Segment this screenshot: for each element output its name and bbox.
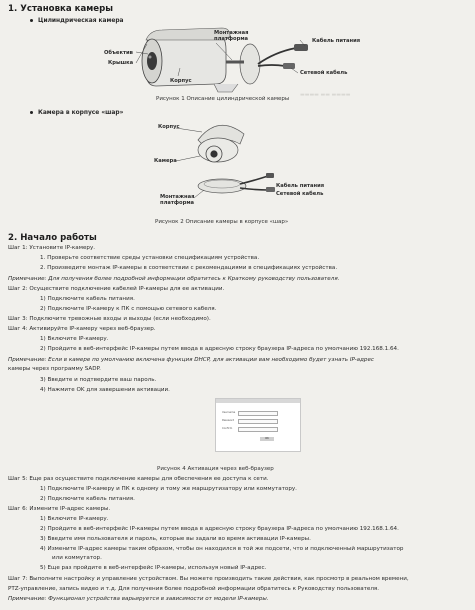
step4-item3: 3) Введите и подтвердите ваш пароль. — [40, 377, 157, 383]
dialog-username-field — [238, 411, 278, 416]
step4-item2: 2) Пройдите в веб-интерфейс IP-камеры путем ввода в адресную строку браузера IP-адреса по умолчанию 192.168.1.64. — [40, 346, 399, 352]
step6-item5: 5) Еще раз пройдите в веб-интерфейс IP-камеры, используя новый IP-адрес. — [40, 565, 267, 571]
label-dome-network-cable: Сетевой кабель — [276, 191, 324, 197]
step1: Шаг 1: Установите IP-камеру. — [8, 245, 96, 251]
label-mount-text: Монтажная платформа — [214, 30, 249, 42]
figure2-caption: Рисунок 2 Описание камеры в корпусе «шар» — [155, 219, 289, 225]
bullet-cylinder-text: Цилиндрическая камера — [38, 18, 124, 24]
step6: Шаг 6: Измените IP-адрес камеры. — [8, 506, 111, 512]
section2-title: 2. Начало работы — [8, 233, 97, 243]
activation-dialog-screenshot — [215, 398, 301, 452]
figure1-caption: Рисунок 1 Описание цилиндрической камеры — [156, 96, 290, 102]
step5-item1: 1) Подключите IP-камеру и ПК к одному и тому же маршрутизатору или коммутатору. — [40, 486, 297, 492]
dialog-ok-button: OK — [260, 437, 274, 441]
step4: Шаг 4: Активируйте IP-камеру через веб-браузер. — [8, 326, 156, 332]
label-power-cable: Кабель питания — [312, 38, 361, 44]
step7-cont: PTZ-управление, запись видео и т.д. Для получения более подробной информации обратитесь к Руководству пользователя. — [8, 586, 380, 592]
note1: Примечание: Для получения более подробной информации обратитесь к Краткому руководству пользователя. — [8, 276, 340, 282]
step6-item3: 3) Введите имя пользователя и пароль, которые вы задали во время активации IP-камеры. — [40, 536, 311, 542]
figure4-caption: Рисунок 4 Активация через веб-браузер — [157, 466, 274, 472]
label-dome-body: Корпус — [158, 124, 180, 130]
cylinder-camera-illustration — [0, 0, 475, 120]
label-body: Корпус — [170, 78, 192, 84]
step1-item1: 1. Проверьте соответствие среды установки спецификациям устройства. — [40, 255, 260, 261]
step4-item1: 1) Включите IP-камеру. — [40, 336, 109, 342]
step6-item2: 2) Пройдите в веб-интерфейс IP-камеры путем ввода в адресную строку браузера IP-адреса по умолчанию 192.168.1.64. — [40, 526, 399, 532]
step2-item2: 2) Подключите IP-камеру к ПК с помощью сетевого кабеля. — [40, 306, 217, 312]
bullet-dome-text: Камера в корпусе «шар» — [38, 110, 124, 116]
step4-item4: 4) Нажмите OK для завершения активации. — [40, 387, 170, 393]
step7: Шаг 7: Выполните настройку и управление устройством. Вы можете производить такие действия, как просмотр в реальном времени, — [8, 576, 409, 582]
label-dome-mount — [160, 194, 194, 206]
bleed-through: ▬▬▬▬ ▬▬ ▬▬▬▬ — [300, 92, 351, 98]
note2-cont: камеры через программу SADP. — [8, 366, 101, 372]
dialog-row-password: Password — [222, 419, 235, 422]
dialog-confirm-field — [238, 427, 278, 432]
step5: Шаг 5: Еще раз осуществите подключение камеры для обеспечения ее доступа к сети. — [8, 476, 269, 482]
dome-camera-illustration — [0, 110, 475, 220]
step1-item2: 2. Произведите монтаж IP-камеры в соответствии с рекомендациями в спецификациях устройства. — [40, 265, 338, 271]
label-dome-mount-text: Монтажная платформа — [160, 194, 195, 206]
dialog-titlebar — [216, 399, 300, 403]
section1-title: 1. Установка камеры — [8, 4, 114, 14]
step6-item1: 1) Включите IP-камеру. — [40, 516, 109, 522]
note2: Примечание: Если в камере по умолчанию включена функция DHCP, для активации вам необходимо будет узнать IP-адрес — [8, 357, 374, 363]
label-dome-power-cable: Кабель питания — [276, 183, 325, 189]
label-cover: Крышка — [108, 60, 134, 66]
label-lens: Объектив — [104, 50, 133, 56]
step2-item1: 1) Подключите кабель питания. — [40, 296, 135, 302]
step2: Шаг 2: Осуществите подключение кабелей IP-камеры для ее активации. — [8, 286, 225, 292]
label-network-cable: Сетевой кабель — [300, 70, 348, 76]
label-mount-platform — [214, 30, 248, 42]
step3: Шаг 3: Подключите тревожные входы и выходы (если необходимо). — [8, 316, 211, 322]
dialog-row-confirm: Confirm — [222, 427, 233, 430]
dialog-password-field — [238, 419, 278, 424]
dialog-row-username: Username — [222, 411, 236, 414]
step6-item4: 4) Измените IP-адрес камеры таким образом, чтобы он находился в той же подсети, что и подключенный маршрутизатор — [40, 546, 404, 552]
step6-item4-cont: или коммутатор. — [52, 555, 102, 561]
label-dome-camera: Камера — [154, 158, 177, 164]
note3: Примечание: Функционал устройства варьируется в зависимости от модели IP-камеры. — [8, 596, 269, 602]
step5-item2: 2) Подключите кабель питания. — [40, 496, 135, 502]
